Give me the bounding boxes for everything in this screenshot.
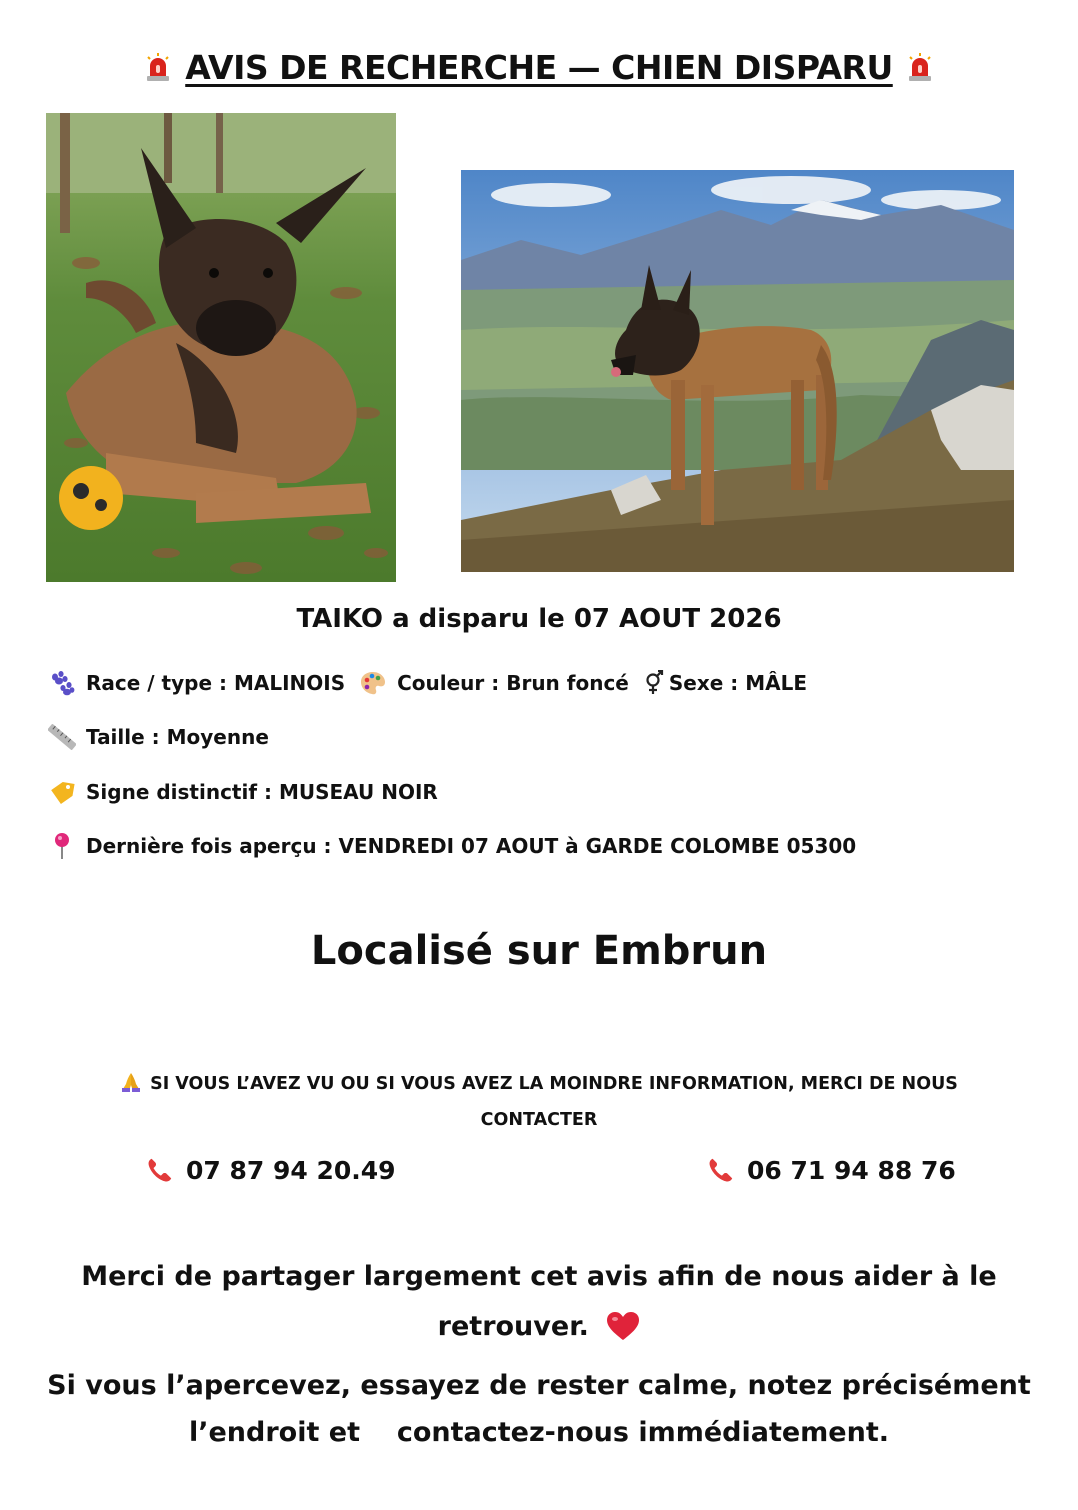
calm-line-1: Si vous l’apercevez, essayez de rester calme, notez précisément xyxy=(47,1370,1031,1401)
title-row xyxy=(0,42,1078,92)
round-pushpin-icon xyxy=(48,832,76,860)
paw-prints-icon xyxy=(48,669,76,697)
race-text: Race / type : MALINOIS xyxy=(86,671,346,695)
ruler-icon xyxy=(48,723,76,751)
phone-2-number[interactable]: 06 71 94 88 76 xyxy=(747,1155,956,1185)
page-title: AVIS DE RECHERCHE — CHIEN DISPARU xyxy=(185,47,893,87)
phone-2[interactable] xyxy=(707,1150,956,1190)
details-row-taille xyxy=(48,720,269,754)
location-heading: Localisé sur Embrun xyxy=(310,928,768,974)
palette-icon xyxy=(359,669,387,697)
siren-icon xyxy=(145,52,171,82)
details-row-1 xyxy=(48,666,807,700)
dog-lying-photo xyxy=(46,113,396,582)
phone-1-number[interactable]: 07 87 94 20.49 xyxy=(186,1155,396,1185)
calm-line-2b: contactez-nous immédiatement. xyxy=(396,1417,890,1448)
telephone-receiver-icon xyxy=(146,1156,174,1184)
red-heart-icon xyxy=(606,1308,640,1358)
share-text: Merci de partager largement cet avis afin de nous aider à le retrouver. xyxy=(81,1261,997,1342)
calm-instructions xyxy=(30,1362,1048,1456)
praying-hands-icon xyxy=(120,1071,142,1104)
phone-1[interactable] xyxy=(146,1150,396,1190)
siren-icon xyxy=(907,52,933,82)
gender-symbol-icon xyxy=(643,669,665,697)
dog-mountain-photo xyxy=(461,170,1014,572)
derniere-text: Dernière fois aperçu : VENDREDI 07 AOUT à GARDE COLOMBE 05300 xyxy=(86,834,857,858)
share-message xyxy=(60,1252,1018,1358)
sexe-text: Sexe : MÂLE xyxy=(668,671,808,695)
contact-note xyxy=(100,1068,978,1136)
calm-line-2a: l’endroit et xyxy=(188,1417,360,1448)
telephone-receiver-icon xyxy=(707,1156,735,1184)
calm-line-2 xyxy=(30,1409,1048,1456)
details-row-derniere xyxy=(48,829,856,863)
details-row-signe xyxy=(48,775,438,809)
signe-text: Signe distinctif : MUSEAU NOIR xyxy=(86,780,438,804)
disappearance-headline: TAIKO a disparu le 07 AOUT 2026 xyxy=(296,604,782,634)
contact-note-text: SI VOUS L’AVEZ VU OU SI VOUS AVEZ LA MOINDRE INFORMATION, MERCI DE NOUS CONTACTER xyxy=(150,1074,958,1130)
taille-text: Taille : Moyenne xyxy=(86,725,269,749)
couleur-text: Couleur : Brun foncé xyxy=(397,671,629,695)
label-tag-icon xyxy=(48,778,76,806)
